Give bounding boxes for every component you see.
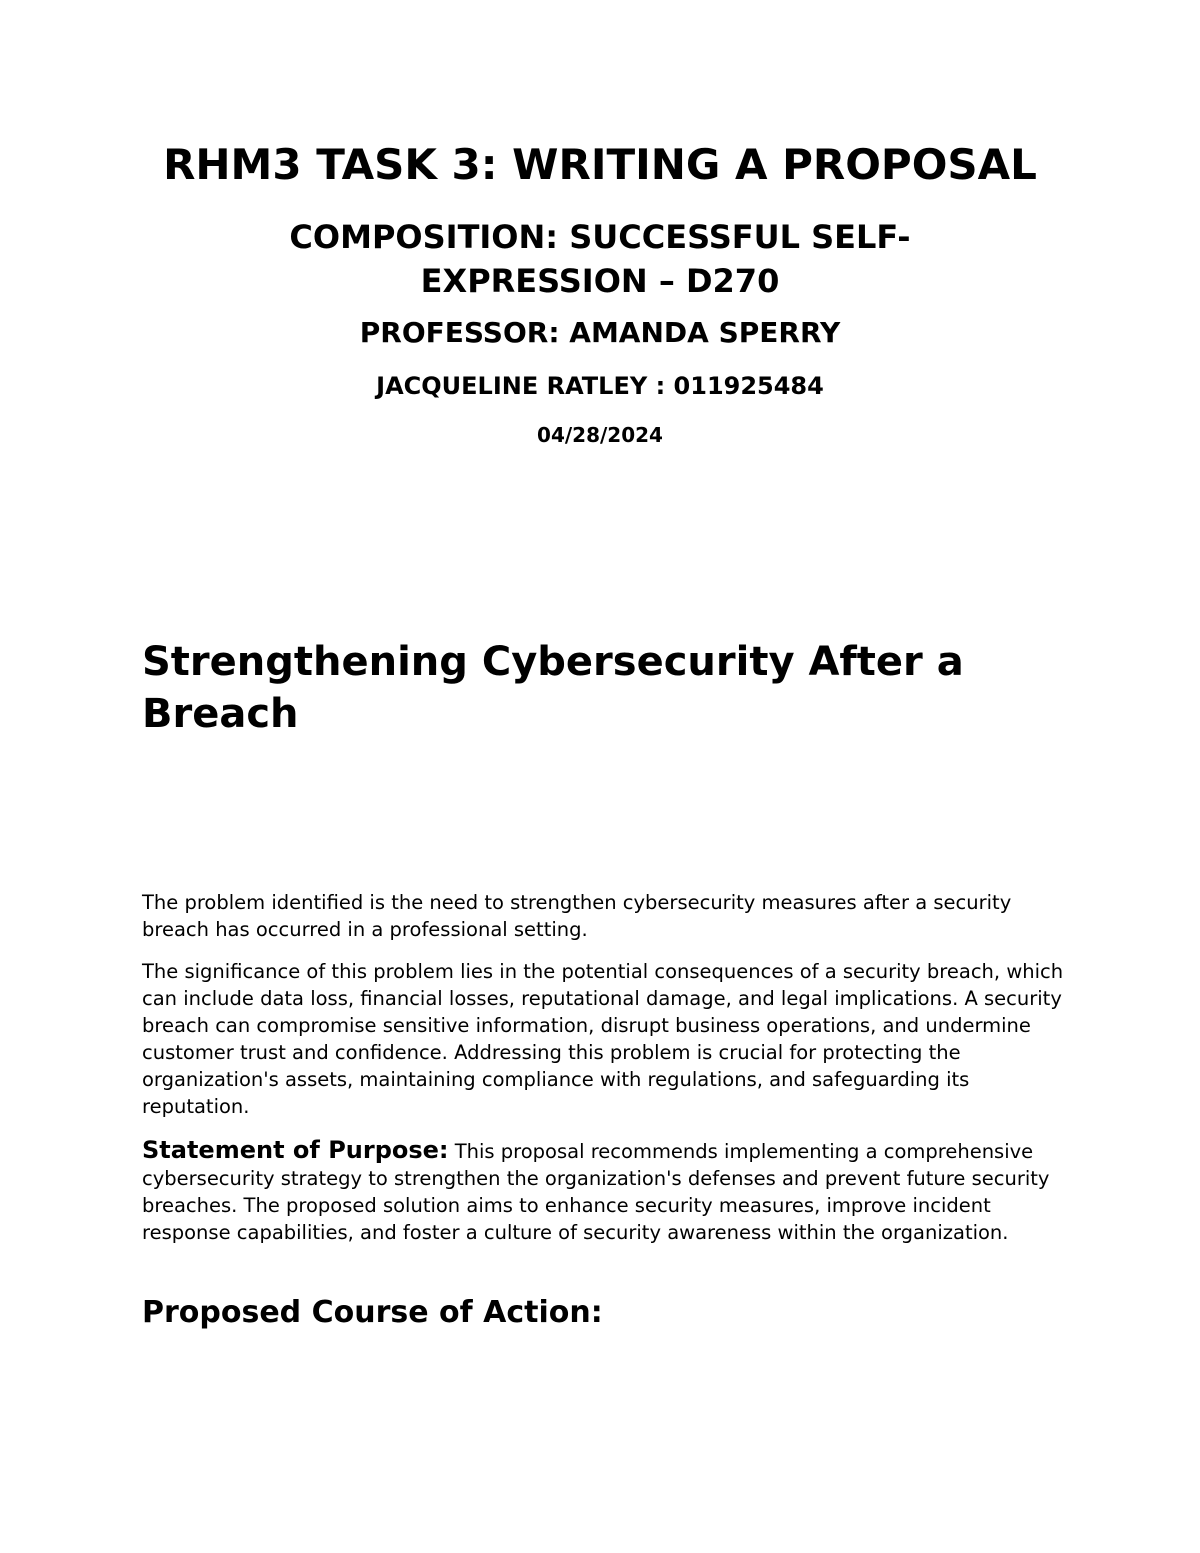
significance-paragraph: The significance of this problem lies in the potential consequences of a security breach, which can include data loss, financial losses, reputational damage, and legal implications. A security breach can compromise sensitive information, disrupt business operations, and undermine customer trust and confidence. Addressing this problem is crucial for protecting the organization's assets, maintaining compliance with regulations, and safeguarding its reputation. (142, 960, 1064, 1118)
submission-date: 04/28/2024 (537, 423, 663, 447)
purpose-text: This proposal recommends implementing a comprehensive cybersecurity strategy to strengthen the organization's defenses and prevent future security breaches. The proposed solution aims to enhance security measures, improve incident response capabilities, and foster a culture of security awareness within the organization. (142, 1140, 1050, 1244)
purpose-paragraph (142, 1137, 1072, 1246)
student-info: JACQUELINE RATLEY : 011925484 (376, 372, 824, 400)
document-title: Strengthening Cybersecurity After a Breach (142, 639, 964, 737)
course-of-action-heading: Proposed Course of Action: (142, 1295, 603, 1330)
purpose-label: Statement of Purpose: (142, 1136, 449, 1164)
problem-paragraph: The problem identified is the need to strengthen cybersecurity measures after a security breach has occurred in a professional setting. (142, 891, 1012, 941)
assignment-title: RHM3 TASK 3: WRITING A PROPOSAL (163, 140, 1037, 189)
course-title: COMPOSITION: SUCCESSFUL SELF-EXPRESSION – D270 (289, 218, 911, 300)
professor-name: PROFESSOR: AMANDA SPERRY (359, 316, 841, 349)
